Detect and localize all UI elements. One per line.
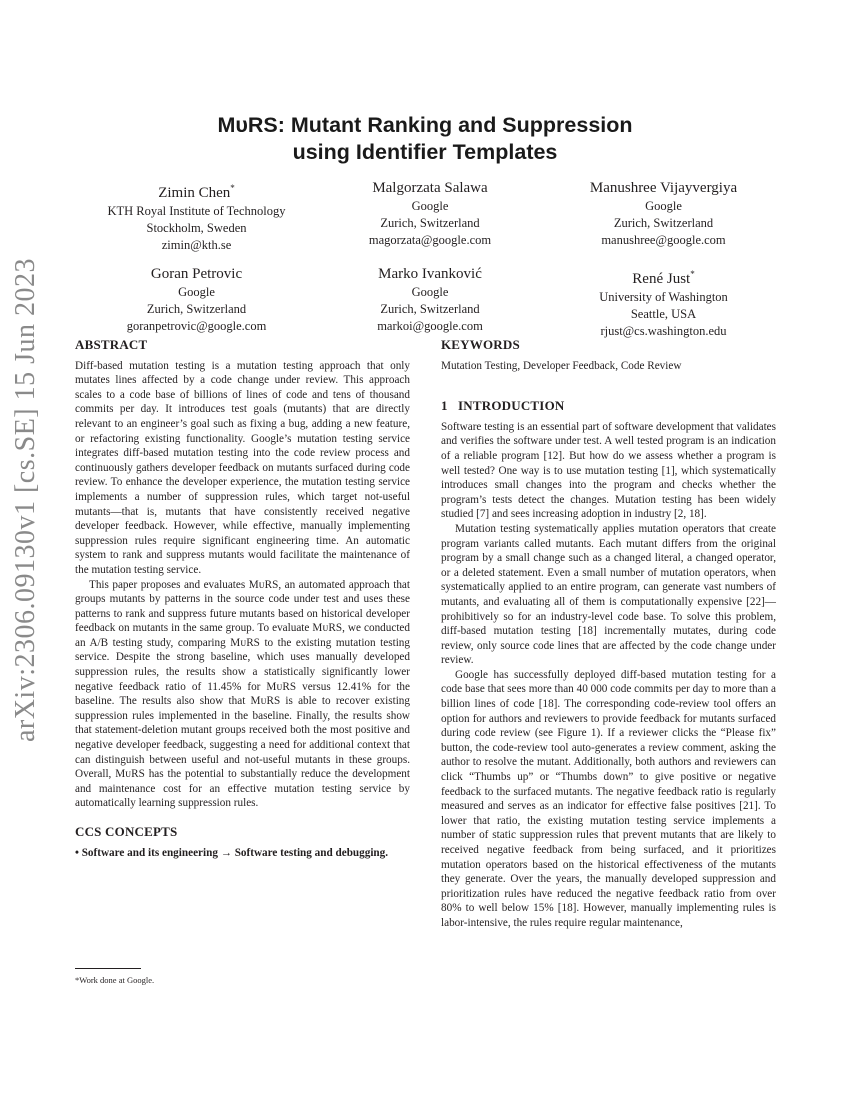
author [80,264,313,340]
author-row-1 [80,178,780,254]
author-affiliation: Google [178,285,215,299]
author-location: Zurich, Switzerland [146,302,247,316]
author [547,264,780,340]
author-affiliation: KTH Royal Institute of Technology [107,204,286,218]
arxiv-identifier: arXiv:2306.09130v1 [cs.SE] 15 Jun 2023 [10,257,41,743]
author-email: zimin@kth.se [161,238,232,252]
abstract-section [75,338,410,811]
footnote: *Work done at Google. [75,975,155,985]
author [80,178,313,254]
keywords-heading: KEYWORDS [441,337,520,352]
footnote-divider [75,968,141,969]
author-affiliation: Google [645,199,682,213]
ccs-concept: • Software and its engineering → Software testing and debugging. [75,846,389,859]
title-line-2: using Identifier Templates [292,140,558,164]
author [547,178,780,254]
author-email: magorzata@google.com [368,233,492,247]
author-name: Malgorzata Salawa [372,180,488,196]
author-location: Seattle, USA [630,307,697,321]
author-name: Marko Ivanković [378,266,482,282]
left-column [75,338,410,874]
ccs-section [75,825,410,860]
author [314,264,547,340]
author-name: René Just [632,271,691,287]
author-row-2 [80,264,780,340]
title-line-1: MᴜRS: Mutant Ranking and Suppression [217,113,633,137]
right-column [441,338,776,945]
introduction-section [441,399,776,930]
author-email: rjust@cs.washington.edu [600,324,727,338]
author-affiliation: Google [411,199,449,213]
author-location: Zurich, Switzerland [380,302,480,316]
intro-paragraph-1: Software testing is an essential part of software development that validates and verifies the software under test. A well tested program is an indication of a reliable program [12]. But how do we assess whether a program is well tested? One way is to use mutation testing [1], which systematically introduces small changes into the program and checks whether the program’s tests detect the changes. Mutation testing has been widely studied [7] and sees increasing adoption in industry [2, 18]. [441,420,776,521]
abstract-heading: ABSTRACT [75,337,148,352]
author-location: Zurich, Switzerland [380,216,480,230]
author-affiliation: University of Washington [599,290,728,304]
keywords-text: Mutation Testing, Developer Feedback, Code Review [441,359,682,372]
author-location: Stockholm, Sweden [146,221,247,235]
author-affiliation: Google [411,285,449,299]
abstract-paragraph-1: Diff-based mutation testing is a mutation testing approach that only mutates lines affected by a code change under review. This approach scales to a code base of billions of lines of code and tens of thousand commits per day. It introduces test goals (mutants) that are directly relevant to an engineer’s goal such as fixing a bug, adding a new feature, or refactoring existing functionality. Google’s mutation testing service integrates diff-based mutation testing into the code review process and continuously gathers developer feedback on mutants surfaced during code review. To enhance the developer experience, the mutation testing service implements a number of suppression rules, which target not-useful mutants—that is, mutants that have consistently received negative developer feedback. However, while effective, manually implementing suppression rules require significant engineering time. An automatic system to rank and suppress mutants would facilitate the maintenance of the mutation testing service. [75,359,410,576]
author-email: markoi@google.com [377,319,483,333]
keywords-section [441,338,776,373]
author-name: Manushree Vijayvergiya [589,180,738,196]
author-location: Zurich, Switzerland [613,216,714,230]
paper-title [100,112,750,166]
introduction-heading: 1 INTRODUCTION [441,398,565,414]
author-email: manushree@google.com [601,233,726,247]
author-name: Zimin Chen [158,185,231,201]
intro-paragraph-3: Google has successfully deployed diff-based mutation testing for a code base that sees more than 40 000 code commits per day to more than a billion lines of code [18]. The corresponding code-review tool offers an option for authors and reviewers to provide feedback for mutants surfaced during code review (see Figure 1). If a reviewer clicks the “Please fix” button, the code-review tool auto-generates a review comment, asking the author to resolve the mutant. Additionally, both authors and reviewers can click “Thumbs up” or “Thumbs down” to give positive or negative feedback to the surfaced mutants. The negative feedback ratio is regularly measured and serves as an indicator for effective false positives [21]. To lower that ratio, the existing mutation testing service implements a number of static suppression rules that prevent mutants that are likely to received negative feedback from being surfaced, and it prioritizes mutation operators based on the historical effectiveness of the mutants they generate. Over the years, the manually developed suppression and prioritization rules have reduced the negative feedback ratio from over 80% to well below 15% [18]. However, manually implementing rules is labor-intensive, the rules require regular maintenance, [441,668,776,929]
author-footnote-mark: * [690,269,695,279]
author-block [80,178,780,350]
author-email: goranpetrovic@google.com [126,319,267,333]
author [314,178,547,254]
author-footnote-mark: * [230,183,235,193]
author-name: Goran Petrovic [150,266,243,282]
intro-paragraph-2: Mutation testing systematically applies mutation operators that create program variants called mutants. Each mutant differs from the original program by a small change such as a changed literal, a changed operator, or a deleted statement. Even a small number of mutation operators, when systematically applied to an entire program, can generate vast numbers of mutants, and evaluating all of them is computationally expensive [22]—prohibitively so for an industry-level code base. To solve this problem, diff-based mutation testing [18] incrementally mutates, during code review, only source code lines that are affected by the code change under review. [441,522,776,667]
abstract-paragraph-2: This paper proposes and evaluates MᴜRS, an automated approach that groups mutants by patterns in the source code under test and uses these patterns to rank and suppress future mutants based on historical developer feedback on mutants in the same group. To evaluate MᴜRS, we conducted an A/B testing study, comparing MᴜRS to the existing mutation testing service. Despite the strong baseline, which uses manually developed suppression rules, the results show a statistically significantly lower negative feedback ratio of 11.45% for MᴜRS versus 12.41% for the baseline. The results also show that MᴜRS is able to recover existing suppression rules implemented in the baseline. Finally, the results show that statement-deletion mutant groups received both the most positive and negative developer feedback, suggesting a need for additional context that can distinguish between useful and not-useful mutants in these groups. Overall, MᴜRS has the potential to substantially reduce the development and maintenance cost for an effective mutation testing service by automatically learning suppression rules. [75,578,410,810]
ccs-heading: CCS CONCEPTS [75,824,178,839]
